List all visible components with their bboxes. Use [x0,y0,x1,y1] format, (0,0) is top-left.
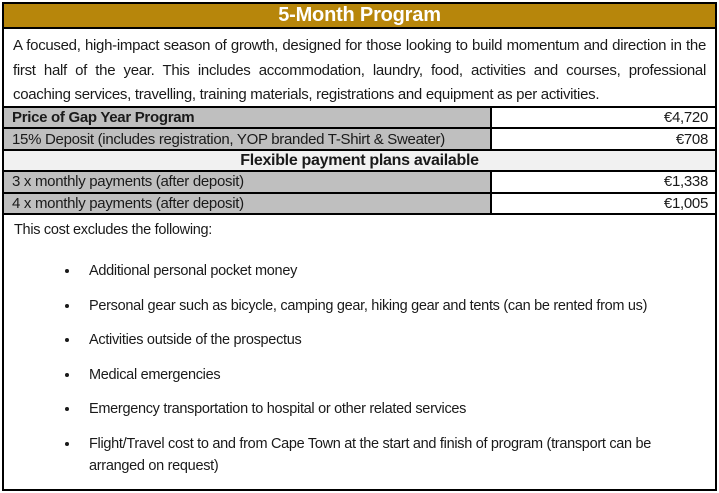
exclusion-item: • Additional personal pocket money [80,260,691,282]
table-row-deposit [4,129,715,150]
program-description: A focused, high-impact season of growth, designed for those looking to build momentum and direction in the first half of the year. This includes accommodation, laundry, food, activities and courses, professional coaching services, travelling, training materials, registrations and equipment as per activities. [4,29,715,108]
table-row-plan-3x [4,172,715,193]
program-pricing-table [2,2,717,491]
exclusions-section [4,215,715,489]
payment-plans-header: Flexible payment plans available [4,151,715,172]
exclusion-item: • Personal gear such as bicycle, camping gear, hiking gear and tents (can be rented from us) [80,295,691,317]
price-value: €4,720 [492,108,715,127]
exclusion-item: • Emergency transportation to hospital or other related services [80,398,691,420]
deposit-label: 15% Deposit (includes registration, YOP branded T-Shirt & Sweater) [4,129,492,148]
plan-4x-label: 4 x monthly payments (after deposit) [4,194,492,213]
exclusion-item: • Medical emergencies [80,364,691,386]
program-title: 5-Month Program [278,4,441,26]
exclusion-item: • Activities outside of the prospectus [80,329,691,351]
table-row-plan-4x [4,194,715,215]
deposit-value: €708 [492,129,715,148]
exclusions-intro: This cost excludes the following: [14,222,213,239]
plan-3x-label: 3 x monthly payments (after deposit) [4,172,492,191]
plan-3x-value: €1,338 [492,172,715,191]
program-title-bar [4,4,715,29]
plan-4x-value: €1,005 [492,194,715,213]
exclusion-item: • Flight/Travel cost to and from Cape Town at the start and finish of program (transport can be arranged on request) [80,433,691,477]
table-row-price [4,108,715,129]
price-label: Price of Gap Year Program [4,108,492,127]
exclusions-list [14,260,705,477]
